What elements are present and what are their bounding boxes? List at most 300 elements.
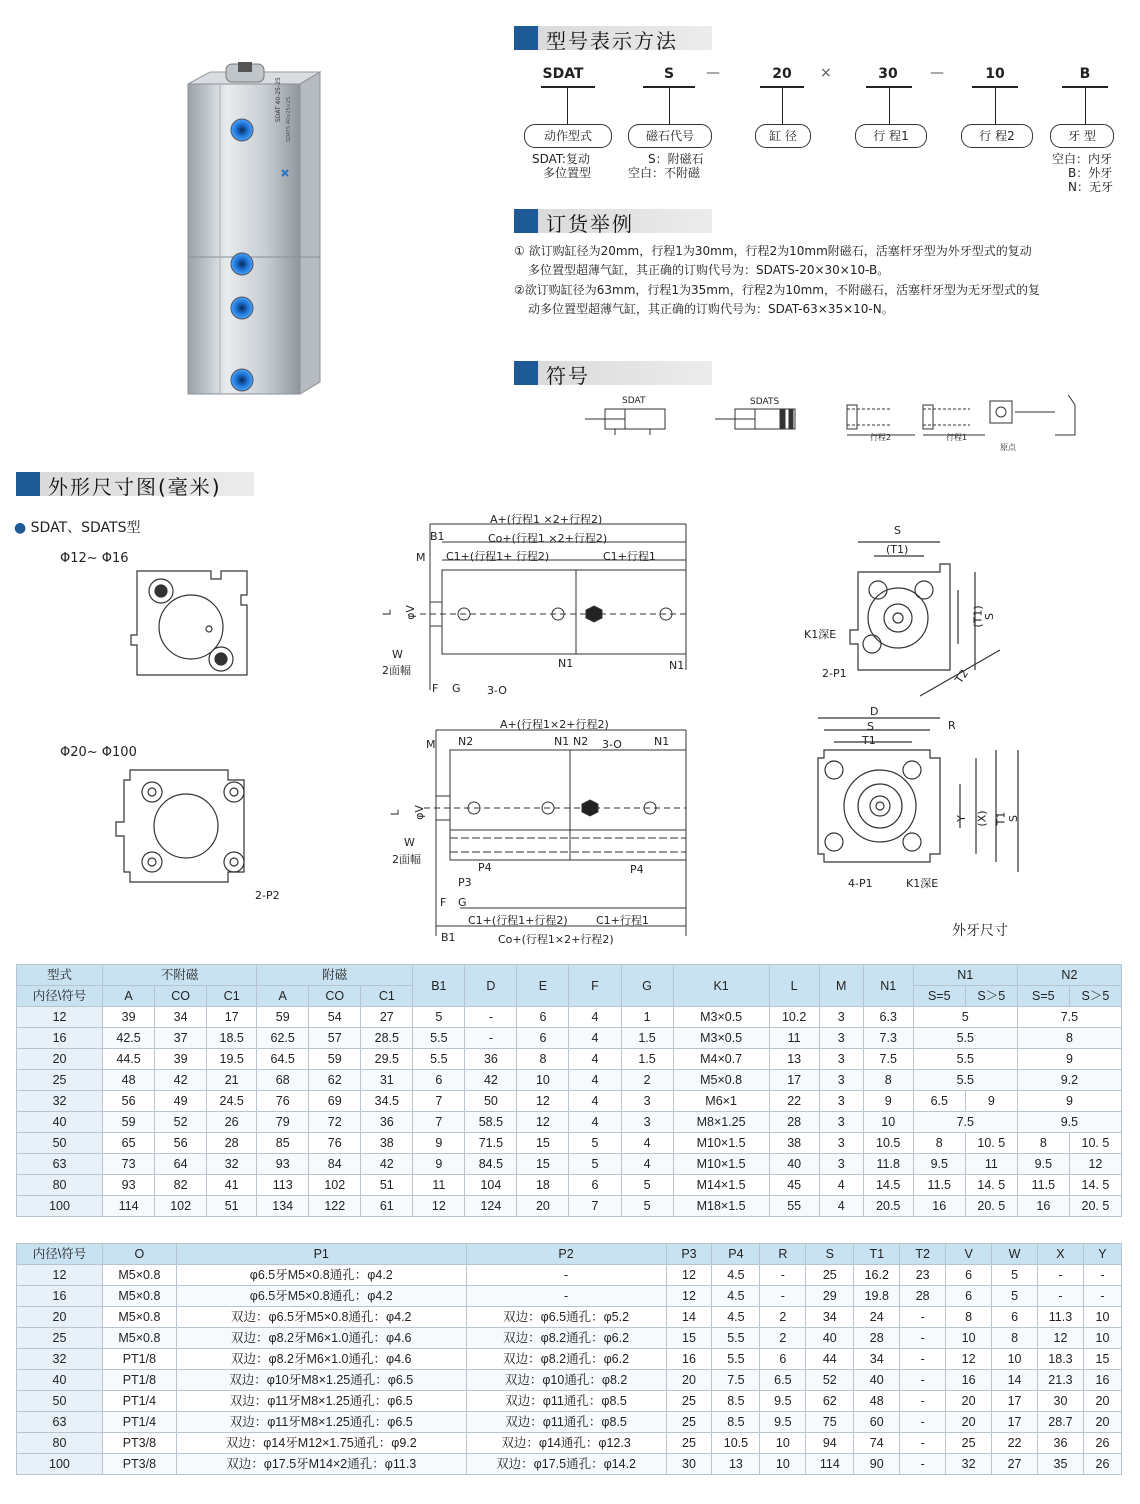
table-cell: -	[900, 1412, 946, 1433]
table-cell: PT1/4	[102, 1412, 176, 1433]
table-cell: 48	[103, 1070, 155, 1091]
table-cell: 34	[806, 1307, 854, 1328]
table-header: P4	[712, 1244, 760, 1265]
table-cell: 62	[806, 1391, 854, 1412]
table-cell: M5×0.8	[673, 1070, 769, 1091]
table-cell: 13	[712, 1454, 760, 1475]
table-cell: 8	[517, 1049, 569, 1070]
table-cell: 9	[1017, 1049, 1121, 1070]
label-t1-paren: (T1)	[886, 543, 909, 556]
table-cell: 12	[517, 1091, 569, 1112]
table-cell: 4	[819, 1196, 863, 1217]
table-cell: 11	[413, 1175, 465, 1196]
table-cell: 6	[760, 1349, 806, 1370]
table-cell: 12	[1038, 1328, 1084, 1349]
label-m: M	[416, 551, 426, 564]
table-cell: 4.5	[712, 1265, 760, 1286]
label-x: (X)	[975, 810, 989, 827]
table-cell: 9	[413, 1154, 465, 1175]
section-square	[16, 472, 40, 496]
table-cell: 5	[569, 1133, 621, 1154]
table-cell: 双边：φ8.2牙M6×1.0通孔：φ4.6	[176, 1328, 466, 1349]
row-header-cell: 25	[17, 1070, 103, 1091]
code-separator: —	[706, 65, 720, 81]
table-cell: 45	[769, 1175, 819, 1196]
table-cell: 4	[569, 1070, 621, 1091]
table-cell: 11.3	[1038, 1307, 1084, 1328]
row-header-cell: 40	[17, 1112, 103, 1133]
table-cell: 7	[569, 1196, 621, 1217]
label-w2: 2面幅	[392, 853, 421, 866]
table-cell: 20. 5	[965, 1196, 1017, 1217]
table-cell: 5	[992, 1286, 1038, 1307]
table-cell: 3	[819, 1028, 863, 1049]
table-cell: 40	[806, 1328, 854, 1349]
table-cell: 20	[517, 1196, 569, 1217]
table-cell: -	[465, 1007, 517, 1028]
section-square	[514, 361, 538, 385]
table-cell: 114	[806, 1454, 854, 1475]
pill-action-type: 动作型式	[524, 124, 612, 148]
table-cell: 75	[806, 1412, 854, 1433]
row-header-cell: 25	[17, 1328, 103, 1349]
header-m: M	[819, 965, 863, 1007]
table-cell: 102	[309, 1175, 361, 1196]
table-cell: 16	[666, 1349, 712, 1370]
desc-thread-1: 空白：内牙	[1052, 152, 1113, 166]
row-header-cell: 63	[17, 1412, 103, 1433]
dimension-table-1	[16, 964, 1122, 1217]
table-cell: 16	[1017, 1196, 1069, 1217]
table-row	[17, 1307, 1122, 1328]
table-cell: -	[900, 1391, 946, 1412]
row-header-cell: 50	[17, 1133, 103, 1154]
table-cell: -	[900, 1307, 946, 1328]
table-cell: 93	[103, 1175, 155, 1196]
table-cell: 5.5	[913, 1070, 1017, 1091]
table-cell: 12	[666, 1286, 712, 1307]
symbol-sdats-label: SDATS	[750, 397, 780, 407]
label-s: S	[1006, 815, 1020, 822]
table-cell: 6	[946, 1265, 992, 1286]
table-cell: 41	[207, 1175, 257, 1196]
table-row	[17, 1433, 1122, 1454]
table-cell: 6	[413, 1070, 465, 1091]
table-cell: 38	[769, 1133, 819, 1154]
table-cell: 6	[517, 1007, 569, 1028]
table-cell: 9.2	[1017, 1070, 1121, 1091]
table-cell: 26	[207, 1112, 257, 1133]
label-bot-a: A+(行程1×2+行程2)	[500, 718, 609, 731]
header-no-magnet: 不附磁	[103, 965, 257, 986]
label-p4: P4	[630, 863, 644, 876]
table-cell: 2	[760, 1307, 806, 1328]
table-header: R	[760, 1244, 806, 1265]
code-stem	[889, 88, 890, 124]
table-cell: 90	[854, 1454, 900, 1475]
table-cell: 12	[1069, 1154, 1121, 1175]
table-cell: 14	[666, 1307, 712, 1328]
table-cell: 44.5	[103, 1049, 155, 1070]
table-cell: 4.5	[712, 1286, 760, 1307]
table-cell: M5×0.8	[102, 1286, 176, 1307]
table-cell: 双边：φ6.5牙M5×0.8通孔：φ4.2	[176, 1307, 466, 1328]
table-cell: 双边：φ10通孔：φ8.2	[466, 1370, 666, 1391]
table-cell: -	[465, 1028, 517, 1049]
row-header-cell: 80	[17, 1175, 103, 1196]
symbol-stroke1-label: 行程1	[946, 433, 968, 442]
table-cell: 28.5	[361, 1028, 413, 1049]
label-4-p1: 4-P1	[848, 877, 873, 890]
table-cell: M3×0.5	[673, 1007, 769, 1028]
table-cell: 35	[1038, 1454, 1084, 1475]
row-header-cell: 20	[17, 1049, 103, 1070]
table-cell: 5	[992, 1265, 1038, 1286]
label-2-p1: 2-P1	[822, 667, 847, 680]
table-header: P1	[176, 1244, 466, 1265]
label-n1: N1	[654, 735, 670, 748]
table-cell: 122	[309, 1196, 361, 1217]
table-cell: 5.5	[712, 1328, 760, 1349]
code-stem	[567, 88, 568, 124]
table-cell: 20	[1083, 1391, 1121, 1412]
label-g: G	[452, 682, 461, 695]
table-cell: 17	[207, 1007, 257, 1028]
symbol-sdat-label: SDAT	[622, 396, 646, 406]
table-header: O	[102, 1244, 176, 1265]
table-cell: 32	[207, 1154, 257, 1175]
header-s-eq: S=5	[913, 986, 965, 1007]
code-part: S	[663, 66, 675, 82]
header-sub: C1	[207, 986, 257, 1007]
front-view-large	[110, 766, 250, 886]
row-header-cell: 12	[17, 1007, 103, 1028]
table-cell: 79	[257, 1112, 309, 1133]
table-cell: 74	[854, 1433, 900, 1454]
label-3-o: 3-O	[487, 684, 507, 697]
table-cell: 7.5	[712, 1370, 760, 1391]
table-cell: 25	[946, 1433, 992, 1454]
label-n2: N2	[573, 735, 589, 748]
table-cell: 4	[621, 1133, 673, 1154]
table-cell: 71.5	[465, 1133, 517, 1154]
table-cell: -	[900, 1454, 946, 1475]
table-cell: 49	[155, 1091, 207, 1112]
table-cell: 10.5	[712, 1433, 760, 1454]
label-top-c1a: C1+(行程1+ 行程2)	[446, 550, 550, 563]
table-cell: 11	[965, 1154, 1017, 1175]
table-cell: 5.5	[413, 1049, 465, 1070]
label-l: L	[380, 609, 394, 616]
table-cell: 27	[992, 1454, 1038, 1475]
label-y: Y	[954, 815, 968, 822]
header-f: F	[569, 965, 621, 1007]
series-text: SDAT、SDATS型	[30, 520, 141, 536]
table-cell: 8	[863, 1070, 913, 1091]
table-cell: 72	[309, 1112, 361, 1133]
label-f: F	[432, 682, 439, 695]
label-l: L	[388, 809, 402, 816]
table-cell: 28.7	[1038, 1412, 1084, 1433]
table-cell: 9.5	[760, 1412, 806, 1433]
label-b1: B1	[441, 931, 456, 944]
table-cell: 3	[819, 1112, 863, 1133]
table-cell: 5.5	[913, 1028, 1017, 1049]
header-bore: 内径\符号	[17, 986, 103, 1007]
table-cell: -	[1038, 1265, 1084, 1286]
row-header-cell: 100	[17, 1454, 103, 1475]
label-r: R	[948, 719, 956, 732]
table-cell: 10	[946, 1328, 992, 1349]
row-header-cell: 63	[17, 1154, 103, 1175]
table-cell: 36	[361, 1112, 413, 1133]
label-w2: 2面幅	[382, 664, 411, 677]
series-label	[14, 517, 140, 537]
table-cell: 5	[569, 1154, 621, 1175]
symbol-origin-label: 原点	[1000, 443, 1016, 452]
table-cell: 双边：φ14牙M12×1.75通孔：φ9.2	[176, 1433, 466, 1454]
desc-thread-3: N：无牙	[1068, 180, 1113, 194]
table-cell: 13	[769, 1049, 819, 1070]
table-cell: 3	[819, 1070, 863, 1091]
row-header-cell: 16	[17, 1286, 103, 1307]
table-cell: 6	[569, 1175, 621, 1196]
product-label-2: SDATS 40×25×25	[286, 96, 292, 142]
table-cell: 50	[465, 1091, 517, 1112]
table-cell: 5.5	[712, 1349, 760, 1370]
label-s: S	[982, 613, 996, 620]
code-stem	[782, 88, 783, 124]
section-order-example	[514, 209, 712, 236]
header-magnet: 附磁	[257, 965, 413, 986]
table-cell: 20.5	[863, 1196, 913, 1217]
label-f: F	[440, 896, 447, 909]
table-cell: 42	[465, 1070, 517, 1091]
table-cell: 4	[621, 1154, 673, 1175]
table-cell: 1	[621, 1007, 673, 1028]
row-header-cell: 32	[17, 1349, 103, 1370]
code-separator: —	[930, 65, 944, 81]
table-cell: 11.5	[913, 1175, 965, 1196]
table-cell: 20. 5	[1069, 1196, 1121, 1217]
table-cell: 76	[309, 1133, 361, 1154]
table-cell: 59	[103, 1112, 155, 1133]
code-stem	[995, 88, 996, 124]
table-header: V	[946, 1244, 992, 1265]
table-cell: 84.5	[465, 1154, 517, 1175]
label-bot-c1b: C1+行程1	[596, 914, 649, 927]
table-cell: 14. 5	[1069, 1175, 1121, 1196]
header-l: L	[769, 965, 819, 1007]
table-cell: 21.3	[1038, 1370, 1084, 1391]
table-cell: 61	[361, 1196, 413, 1217]
table-cell: 28	[854, 1328, 900, 1349]
row-header-cell: 50	[17, 1391, 103, 1412]
header-k1: K1	[673, 965, 769, 1007]
header-s-gt: S＞5	[1069, 986, 1121, 1007]
table-cell: 10	[760, 1433, 806, 1454]
section-outline	[16, 472, 254, 499]
table-cell: 6	[946, 1286, 992, 1307]
table-cell: 84	[309, 1154, 361, 1175]
table-cell: 37	[155, 1028, 207, 1049]
table-cell: 双边：φ11通孔：φ8.5	[466, 1412, 666, 1433]
table-cell: 28	[900, 1286, 946, 1307]
table-row	[17, 1391, 1122, 1412]
section-model-notation	[514, 26, 712, 53]
label-g: G	[458, 896, 467, 909]
table-cell: 双边：φ8.2通孔：φ6.2	[466, 1349, 666, 1370]
header-sub: CO	[309, 986, 361, 1007]
header-type: 型式	[17, 965, 103, 986]
code-part: 10	[985, 66, 1005, 82]
table-row	[17, 1412, 1122, 1433]
table-cell: 6.5	[913, 1091, 965, 1112]
table-cell: 25	[666, 1412, 712, 1433]
table-cell: 24.5	[207, 1091, 257, 1112]
table-header: T1	[854, 1244, 900, 1265]
desc-action-1: SDAT:复动	[532, 152, 590, 166]
table-cell: 76	[257, 1091, 309, 1112]
table-header: Y	[1083, 1244, 1121, 1265]
table-cell: 44	[806, 1349, 854, 1370]
order-line-4: 动多位置型超薄气缸，其正确的订购代号为：SDAT-63×35×10-N。	[528, 302, 894, 316]
label-top-co: Co+(行程1 ×2+行程2)	[488, 532, 608, 545]
label-p4: P4	[478, 861, 492, 874]
table-cell: PT1/8	[102, 1349, 176, 1370]
label-phiv: φV	[412, 805, 426, 820]
table-cell: 29	[806, 1286, 854, 1307]
table-cell: 59	[309, 1049, 361, 1070]
table-row	[17, 1265, 1122, 1286]
table-cell: 34.5	[361, 1091, 413, 1112]
table-cell: 26	[1083, 1433, 1121, 1454]
code-part: SDAT	[542, 66, 584, 82]
table-cell: 22	[769, 1091, 819, 1112]
symbol-stroke2-label: 行程2	[870, 433, 892, 442]
table-cell: -	[466, 1286, 666, 1307]
label-n1: N1	[558, 657, 574, 670]
table-row	[17, 1196, 1122, 1217]
table-cell: 18	[517, 1175, 569, 1196]
table-cell: 134	[257, 1196, 309, 1217]
table-cell: 4	[569, 1007, 621, 1028]
table-cell: -	[466, 1265, 666, 1286]
table-cell: M4×0.7	[673, 1049, 769, 1070]
table-cell: 27	[361, 1007, 413, 1028]
table-cell: 双边：φ17.5牙M14×2通孔：φ11.3	[176, 1454, 466, 1475]
table-cell: 3	[819, 1133, 863, 1154]
table-cell: 3	[819, 1049, 863, 1070]
pill-thread-type: 牙 型	[1050, 124, 1114, 148]
label-bot-c1a: C1+(行程1+行程2)	[468, 914, 568, 927]
table-cell: 51	[361, 1175, 413, 1196]
table-row	[17, 1370, 1122, 1391]
table-cell: 34	[854, 1349, 900, 1370]
table-row	[17, 1328, 1122, 1349]
table-cell: 9.5	[1017, 1154, 1069, 1175]
table-cell: 19.8	[854, 1286, 900, 1307]
header-n1-group: N1	[913, 965, 1017, 986]
header-n1: N1	[863, 965, 913, 1007]
section-title: 型号表示方法	[546, 29, 678, 53]
table-cell: 12	[946, 1349, 992, 1370]
desc-thread-2: B：外牙	[1068, 166, 1113, 180]
table-cell: 11	[769, 1028, 819, 1049]
code-underline	[541, 86, 595, 88]
end-view-lower	[800, 714, 1030, 894]
table-cell: 20	[1083, 1412, 1121, 1433]
table-cell: 57	[309, 1028, 361, 1049]
label-n1: N1	[554, 735, 570, 748]
table-cell: 85	[257, 1133, 309, 1154]
product-photo	[180, 62, 330, 402]
product-label: SDAT 40-25-25	[275, 77, 282, 122]
table-cell: 5	[621, 1175, 673, 1196]
table-header: P2	[466, 1244, 666, 1265]
table-cell: 5.5	[413, 1028, 465, 1049]
table-cell: 113	[257, 1175, 309, 1196]
section-title: 订货举例	[546, 212, 634, 236]
table-row	[17, 1175, 1122, 1196]
table-cell: 36	[1038, 1433, 1084, 1454]
header-b1: B1	[413, 965, 465, 1007]
table-cell: 6	[517, 1028, 569, 1049]
order-line-1: ① 欲订购缸径为20mm，行程1为30mm，行程2为10mm附磁石，活塞杆牙型为外牙型式的复动	[514, 244, 1032, 258]
table-cell: 64.5	[257, 1049, 309, 1070]
table-cell: 7.3	[863, 1028, 913, 1049]
table-cell: 9.5	[913, 1154, 965, 1175]
label-bot-co: Co+(行程1×2+行程2)	[498, 933, 614, 946]
table-cell: 6	[992, 1307, 1038, 1328]
table-cell: 68	[257, 1070, 309, 1091]
pill-stroke1: 行 程1	[855, 124, 927, 148]
table-cell: 双边：φ17.5通孔：φ14.2	[466, 1454, 666, 1475]
table-cell: 双边：φ14通孔：φ12.3	[466, 1433, 666, 1454]
table-cell: M3×0.5	[673, 1028, 769, 1049]
row-header-cell: 40	[17, 1370, 103, 1391]
table-row	[17, 1286, 1122, 1307]
table-cell: 10	[992, 1349, 1038, 1370]
table-cell: 7	[413, 1112, 465, 1133]
order-line-3: ②欲订购缸径为63mm，行程1为35mm，行程2为10mm，不附磁石，活塞杆牙型为无牙型式的复	[514, 283, 1040, 297]
table-cell: 39	[155, 1049, 207, 1070]
table-cell: 55	[769, 1196, 819, 1217]
table-cell: 40	[769, 1154, 819, 1175]
table-cell: 15	[517, 1154, 569, 1175]
table-cell: 39	[103, 1007, 155, 1028]
table-cell: 14	[992, 1370, 1038, 1391]
table-cell: 25	[666, 1433, 712, 1454]
table-cell: -	[900, 1370, 946, 1391]
table-cell: 2	[760, 1328, 806, 1349]
label-w: W	[404, 836, 415, 849]
label-s: S	[894, 524, 901, 537]
table-row	[17, 1028, 1122, 1049]
table-cell: 双边：φ11牙M8×1.25通孔：φ6.5	[176, 1412, 466, 1433]
table-cell: PT1/8	[102, 1370, 176, 1391]
table-cell: 12	[666, 1265, 712, 1286]
table-cell: 9	[413, 1133, 465, 1154]
table-cell: 8.5	[712, 1391, 760, 1412]
table-row	[17, 1049, 1122, 1070]
code-part: 20	[772, 66, 792, 82]
pill-bore: 缸 径	[755, 124, 811, 148]
label-p3: P3	[458, 876, 472, 889]
table-header: 内径\符号	[17, 1244, 103, 1265]
table-cell: 6.3	[863, 1007, 913, 1028]
section-square	[514, 26, 538, 50]
